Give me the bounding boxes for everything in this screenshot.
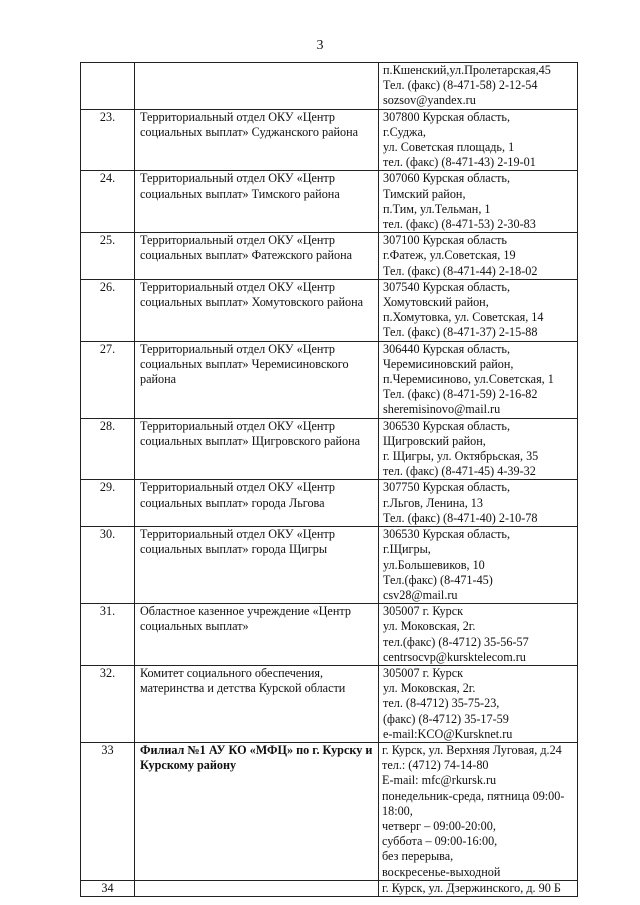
table-row xyxy=(81,418,578,480)
row-number: 32. xyxy=(81,665,135,742)
table-row xyxy=(81,527,578,604)
row-number xyxy=(81,63,135,110)
row-number: 31. xyxy=(81,604,135,666)
row-number: 25. xyxy=(81,233,135,280)
table-row xyxy=(81,480,578,527)
row-number: 26. xyxy=(81,279,135,341)
table-row xyxy=(81,171,578,233)
page-number: 3 xyxy=(316,38,324,53)
office-name xyxy=(135,63,379,110)
office-address: 306440 Курская область, Черемисиновский район, п.Черемисиново, ул.Советская, 1 Тел. (факс) (8-471-59) 2-16-82 sheremisinovo@mail.ru xyxy=(379,341,578,418)
office-address: 305007 г. Курск ул. Моковская, 2г. тел.(факс) (8-4712) 35-56-57 centrsocvp@kursktelecom.ru xyxy=(379,604,578,666)
office-name: Территориальный отдел ОКУ «Центр социальных выплат» Суджанского района xyxy=(135,109,379,171)
table-row xyxy=(81,279,578,341)
office-name: Территориальный отдел ОКУ «Центр социальных выплат» города Льгова xyxy=(135,480,379,527)
office-name: Комитет социального обеспечения, материнства и детства Курской области xyxy=(135,665,379,742)
table-row xyxy=(81,341,578,418)
office-address: г. Курск, ул. Дзержинского, д. 90 Б xyxy=(379,880,578,896)
office-address: 307060 Курская область, Тимский район, п.Тим, ул.Тельман, 1 тел. (факс) (8-471-53) 2-30-83 xyxy=(379,171,578,233)
offices-table xyxy=(80,62,578,897)
row-number: 33 xyxy=(81,742,135,880)
office-address: 305007 г. Курск ул. Моковская, 2г. тел. (8-4712) 35-75-23, (факс) (8-4712) 35-17-59 e-mail:KCO@Kursknet.ru xyxy=(379,665,578,742)
row-number: 29. xyxy=(81,480,135,527)
table-row xyxy=(81,665,578,742)
office-name: Территориальный отдел ОКУ «Центр социальных выплат» Щигровского района xyxy=(135,418,379,480)
office-name: Областное казенное учреждение «Центр социальных выплат» xyxy=(135,604,379,666)
office-name: Территориальный отдел ОКУ «Центр социальных выплат» Тимского района xyxy=(135,171,379,233)
row-number: 23. xyxy=(81,109,135,171)
row-number: 28. xyxy=(81,418,135,480)
office-name: Филиал №1 АУ КО «МФЦ» по г. Курску и Курскому району xyxy=(135,742,379,880)
table-row xyxy=(81,63,578,110)
office-address: 306530 Курская область, Щигровский район, г. Щигры, ул. Октябрьская, 35 тел. (факс) (8-471-45) 4-39-32 xyxy=(379,418,578,480)
office-name: Территориальный отдел ОКУ «Центр социальных выплат» Фатежского района xyxy=(135,233,379,280)
office-name xyxy=(135,880,379,896)
row-number: 30. xyxy=(81,527,135,604)
row-number: 27. xyxy=(81,341,135,418)
table-row xyxy=(81,880,578,896)
office-address: 307540 Курская область, Хомутовский район, п.Хомутовка, ул. Советская, 14 Тел. (факс) (8-471-37) 2-15-88 xyxy=(379,279,578,341)
table-row xyxy=(81,233,578,280)
table-row xyxy=(81,742,578,880)
table-row xyxy=(81,109,578,171)
row-number: 34 xyxy=(81,880,135,896)
office-name: Территориальный отдел ОКУ «Центр социальных выплат» Хомутовского района xyxy=(135,279,379,341)
table-row xyxy=(81,604,578,666)
office-address: п.Кшенский,ул.Пролетарская,45 Тел. (факс) (8-471-58) 2-12-54 sozsov@yandex.ru xyxy=(379,63,578,110)
office-address: 306530 Курская область, г.Щигры, ул.Большевиков, 10 Тел.(факс) (8-471-45) csv28@mail.ru xyxy=(379,527,578,604)
office-name: Территориальный отдел ОКУ «Центр социальных выплат» города Щигры xyxy=(135,527,379,604)
office-name: Территориальный отдел ОКУ «Центр социальных выплат» Черемисиновского района xyxy=(135,341,379,418)
office-address: 307750 Курская область, г.Льгов, Ленина, 13 Тел. (факс) (8-471-40) 2-10-78 xyxy=(379,480,578,527)
office-address: 307800 Курская область, г.Суджа, ул. Советская площадь, 1 тел. (факс) (8-471-43) 2-19-01 xyxy=(379,109,578,171)
office-address: г. Курск, ул. Верхняя Луговая, д.24 тел.: (4712) 74-14-80 E-mail: mfc@rkursk.ru понедельник-среда, пятница 09:00-18:00, четверг – 09:00-20:00, суббота – 09:00-16:00, без перерыва, воскресенье-выходной xyxy=(379,742,578,880)
row-number: 24. xyxy=(81,171,135,233)
office-address: 307100 Курская область г.Фатеж, ул.Советская, 19 Тел. (факс) (8-471-44) 2-18-02 xyxy=(379,233,578,280)
